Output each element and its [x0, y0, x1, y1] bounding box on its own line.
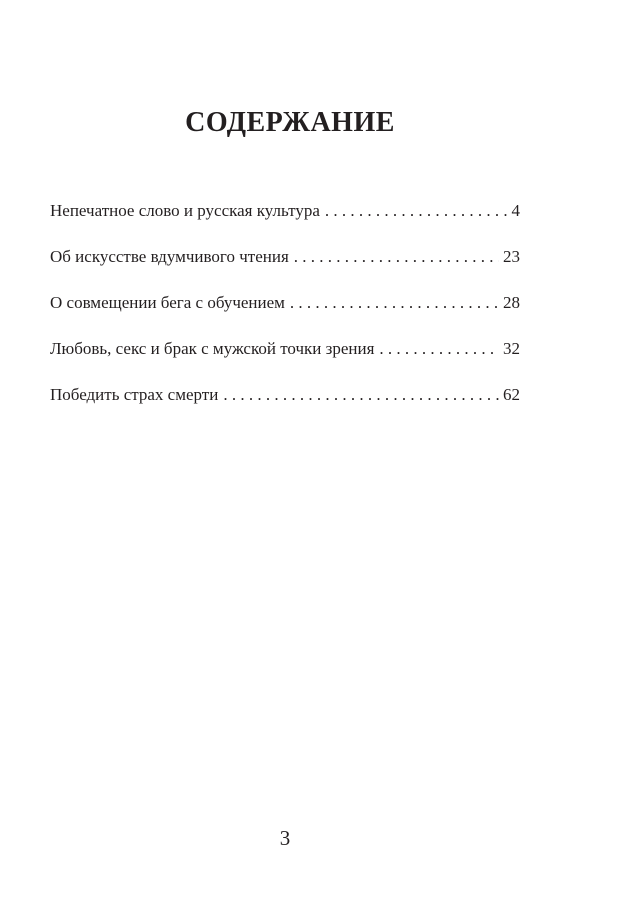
- toc-entry-page: 32: [503, 339, 520, 358]
- toc-entry: [50, 380, 520, 426]
- page-title: СОДЕРЖАНИЕ: [185, 106, 395, 138]
- dot-leader: [379, 334, 499, 364]
- toc-entry: [50, 196, 520, 242]
- toc-entry-title: О совмещении бега с обучением: [50, 293, 285, 312]
- dot-leader: [223, 380, 499, 410]
- toc-entry-page: 23: [503, 247, 520, 266]
- toc-entry-title: Победить страх смерти: [50, 385, 219, 404]
- toc-entry: [50, 288, 520, 334]
- page-number: 3: [279, 826, 291, 850]
- dot-leader: [290, 288, 499, 318]
- toc-entry: [50, 242, 520, 288]
- table-of-contents: [50, 196, 520, 426]
- toc-entry-page: 28: [503, 293, 520, 312]
- dot-leader: [325, 196, 508, 226]
- toc-entry-title: Непечатное слово и русская культура: [50, 201, 320, 220]
- toc-entry-title: Любовь, секс и брак с мужской точки зрения: [50, 339, 375, 358]
- toc-entry-page: 62: [503, 385, 520, 404]
- toc-entry-title: Об искусстве вдумчивого чтения: [50, 247, 289, 266]
- toc-entry: [50, 334, 520, 380]
- dot-leader: [294, 242, 499, 272]
- toc-entry-page: 4: [511, 201, 520, 220]
